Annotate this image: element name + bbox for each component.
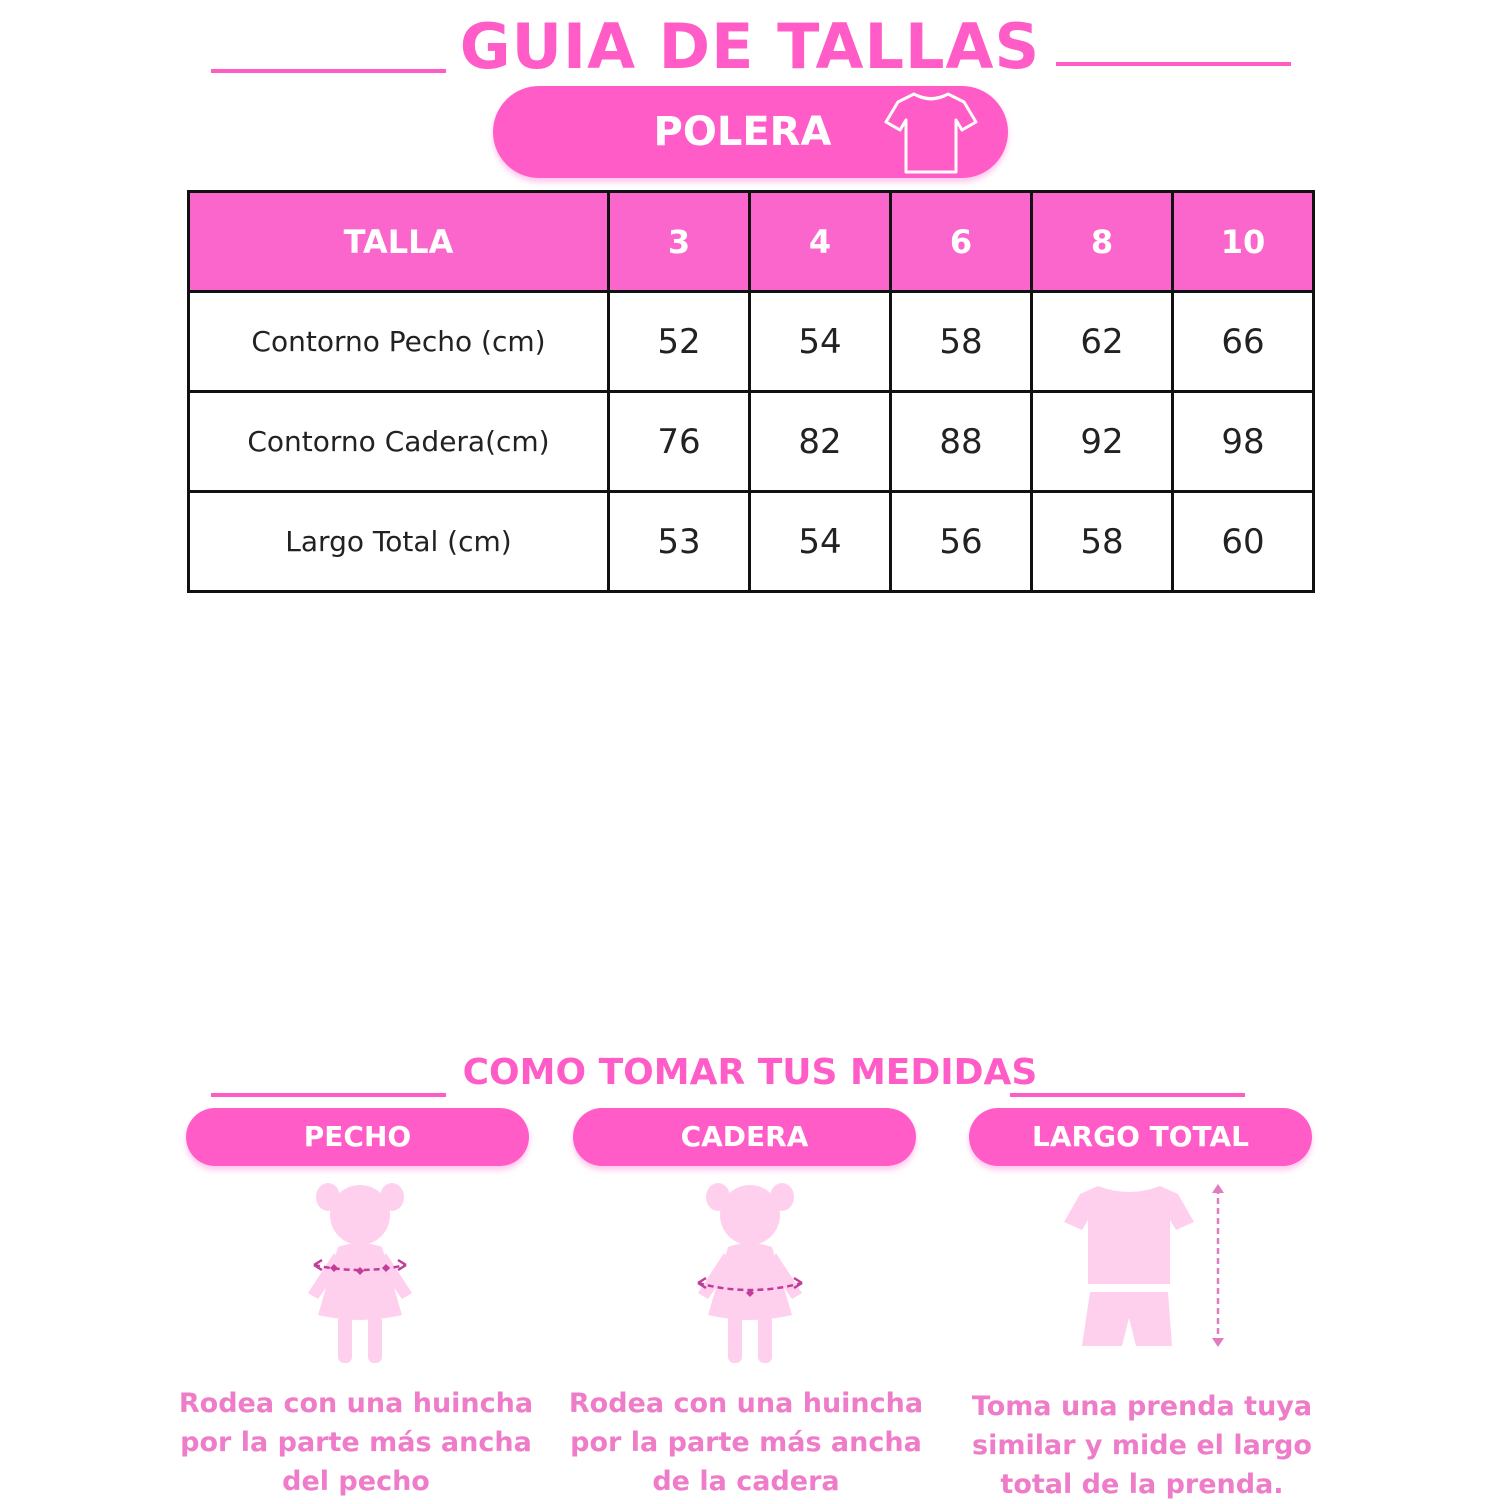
- caption-line: Rodea con una huincha: [178, 1388, 534, 1419]
- column-header-size: 8: [1032, 192, 1173, 292]
- largo-total-pill: [969, 1108, 1312, 1166]
- table-cell: 53: [609, 492, 750, 592]
- row-label: Contorno Cadera(cm): [189, 392, 609, 492]
- table-cell: 92: [1032, 392, 1173, 492]
- caption-line: de la cadera: [652, 1466, 840, 1497]
- caption-line: similar y mide el largo: [972, 1430, 1312, 1461]
- caption-line: Rodea con una huincha: [568, 1388, 924, 1419]
- caption-line: por la parte más ancha: [180, 1427, 532, 1458]
- caption-line: total de la prenda.: [1000, 1469, 1284, 1500]
- table-cell: 62: [1032, 292, 1173, 392]
- caption-line: Toma una prenda tuya: [971, 1391, 1313, 1422]
- table-cell: 66: [1173, 292, 1314, 392]
- girl-chest-icon: [290, 1175, 430, 1370]
- shirt-icon: [880, 86, 980, 178]
- row-label: Largo Total (cm): [189, 492, 609, 592]
- table-row: [189, 492, 1314, 592]
- cadera-caption: [556, 1384, 936, 1501]
- table-cell: 54: [750, 492, 891, 592]
- table-cell: 56: [891, 492, 1032, 592]
- column-header-talla: TALLA: [189, 192, 609, 292]
- table-cell: 52: [609, 292, 750, 392]
- table-cell: 60: [1173, 492, 1314, 592]
- column-header-size: 6: [891, 192, 1032, 292]
- garment-label: POLERA: [653, 109, 832, 155]
- table-cell: 54: [750, 292, 891, 392]
- table-cell: 88: [891, 392, 1032, 492]
- pecho-pill: [186, 1108, 529, 1166]
- table-cell: 58: [891, 292, 1032, 392]
- row-label: Contorno Pecho (cm): [189, 292, 609, 392]
- clothes-length-icon: [1058, 1178, 1238, 1353]
- table-cell: 76: [609, 392, 750, 492]
- girl-hip-icon: [680, 1175, 820, 1370]
- table-header-row: [189, 192, 1314, 292]
- caption-line: del pecho: [282, 1466, 430, 1497]
- column-header-size: 4: [750, 192, 891, 292]
- subtitle-rule-right: [1010, 1093, 1245, 1097]
- subtitle-rule-left: [211, 1093, 446, 1097]
- largo-total-label: LARGO TOTAL: [1032, 1120, 1249, 1153]
- largo-total-caption: [952, 1387, 1332, 1504]
- table-row: [189, 392, 1314, 492]
- pecho-label: PECHO: [303, 1120, 412, 1153]
- cadera-label: CADERA: [680, 1120, 809, 1153]
- table-row: [189, 292, 1314, 392]
- size-table: [187, 190, 1315, 593]
- table-cell: 82: [750, 392, 891, 492]
- column-header-size: 3: [609, 192, 750, 292]
- table-cell: 58: [1032, 492, 1173, 592]
- table-cell: 98: [1173, 392, 1314, 492]
- pecho-caption: [166, 1384, 546, 1501]
- caption-line: por la parte más ancha: [570, 1427, 922, 1458]
- column-header-size: 10: [1173, 192, 1314, 292]
- page-title: GUIA DE TALLAS: [459, 10, 1041, 83]
- howto-title: COMO TOMAR TUS MEDIDAS: [462, 1052, 1038, 1093]
- title-rule-right: [1056, 62, 1291, 66]
- cadera-pill: [573, 1108, 916, 1166]
